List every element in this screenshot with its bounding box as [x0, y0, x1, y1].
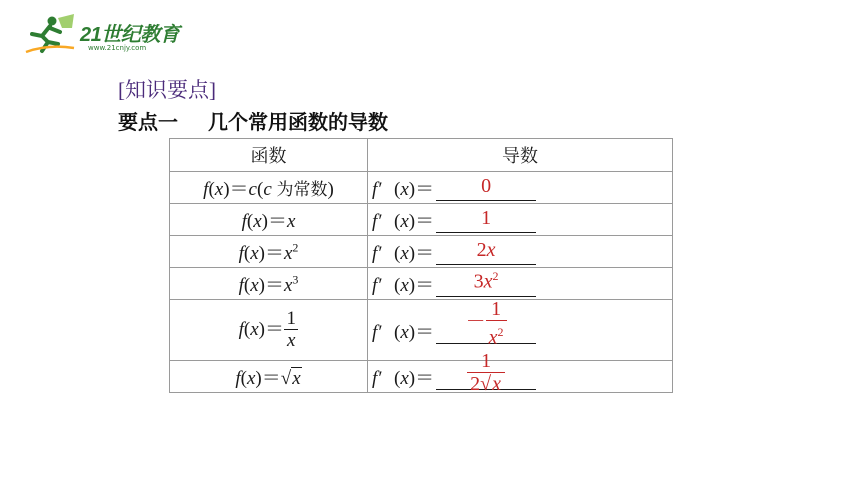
derivative-cell: f′ (x)＝ 0 [368, 172, 673, 204]
logo-url: www.21cnjy.com [88, 44, 147, 52]
table-row [170, 172, 673, 204]
section-heading [118, 106, 388, 135]
answer-blank [436, 174, 536, 201]
section-tag: [知识要点] [118, 78, 216, 102]
function-cell: $f(x)=x^2$ [170, 236, 368, 268]
function-cell: f(x)＝ $\frac{1}{x}$ [170, 300, 368, 361]
derivative-cell: f′ (x)＝ 2x [368, 236, 673, 268]
derivative-cell: f′ (x)＝ $\frac{1}{2√x}$ [368, 361, 673, 393]
derivative-cell: f′ (x)＝ 1 [368, 204, 673, 236]
table-row [170, 236, 673, 268]
heading-title: 几个常用函数的导数 [208, 110, 388, 134]
answer-blank [436, 270, 536, 297]
header-derivative: 导数 [368, 139, 673, 172]
table-row [170, 268, 673, 300]
answer-value: － $\frac{1}{x^2}$ [436, 298, 536, 349]
function-cell: f(x)＝c(c 为常数) [170, 172, 368, 204]
header-function: 函数 [170, 139, 368, 172]
answer-value: 0 [481, 175, 492, 197]
derivative-cell: f′ (x)＝ $3x^2$ [368, 268, 673, 300]
function-cell: $f(x)=x^3$ [170, 268, 368, 300]
function-cell: f(x)＝x [170, 204, 368, 236]
table-row [170, 361, 673, 393]
function-cell: f(x)＝√x [170, 361, 368, 393]
answer-blank [436, 238, 536, 265]
table-header-row [170, 139, 673, 172]
answer-blank [436, 206, 536, 233]
answer-value: $3x^2$ [473, 269, 499, 293]
table-row [170, 300, 673, 361]
answer-value: 2x [476, 239, 496, 261]
heading-prefix: 要点一 [118, 110, 178, 134]
answer-value: $\frac{1}{2√x}$ [436, 350, 536, 395]
table-row [170, 204, 673, 236]
answer-value: 1 [481, 207, 492, 229]
logo [22, 14, 182, 54]
running-figure-icon [22, 14, 78, 54]
derivative-cell: f′ (x)＝ － $\frac{1}{x^2}$ [368, 300, 673, 361]
logo-text: 21世纪教育 [80, 24, 180, 46]
derivative-table [169, 138, 673, 393]
